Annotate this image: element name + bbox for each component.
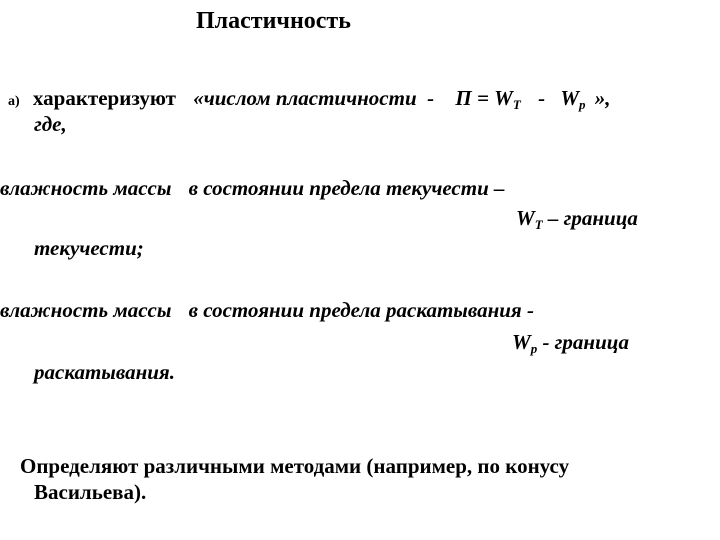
characterize-text: характеризуют xyxy=(32,86,176,110)
formula-right: W xyxy=(560,86,579,110)
formula-right-sub: р xyxy=(579,97,586,112)
methods-line-2: Васильева). xyxy=(34,480,147,504)
plastic-limit-definition xyxy=(0,298,534,323)
formula-tail: », xyxy=(594,86,611,110)
symbol-sub-t: Т xyxy=(534,217,543,232)
boundary-text: – граница xyxy=(547,206,638,230)
liquid-continuation: текучести; xyxy=(34,236,144,260)
liquid-limit-definition xyxy=(0,176,505,201)
formula-dash: - xyxy=(538,86,546,110)
moisture-text: влажность массы xyxy=(0,176,172,200)
plastic-limit-symbol xyxy=(512,330,629,357)
liquid-limit-symbol xyxy=(516,206,638,233)
symbol-w: W xyxy=(512,330,531,354)
methods-line-1: Определяют различными методами (например, по конусу xyxy=(20,454,570,478)
item-marker: а) xyxy=(8,94,20,109)
page-title: Пластичность xyxy=(196,8,351,34)
plastic-limit-state: в состоянии предела раскатывания - xyxy=(188,298,534,322)
plastic-continuation: раскатывания. xyxy=(34,360,175,384)
liquid-limit-state: в состоянии предела текучести – xyxy=(188,176,505,200)
symbol-w: W xyxy=(516,206,535,230)
boundary-text: - граница xyxy=(542,330,629,354)
definition-line-a xyxy=(8,86,611,113)
symbol-sub-p: р xyxy=(530,341,538,356)
plasticity-formula xyxy=(455,86,610,110)
formula-left: П = W xyxy=(455,86,513,110)
formula-left-sub: Т xyxy=(512,97,521,112)
moisture-text: влажность массы xyxy=(0,298,172,322)
where-text: где, xyxy=(34,112,67,136)
plasticity-number-phrase: «числом пластичности - xyxy=(193,86,435,110)
